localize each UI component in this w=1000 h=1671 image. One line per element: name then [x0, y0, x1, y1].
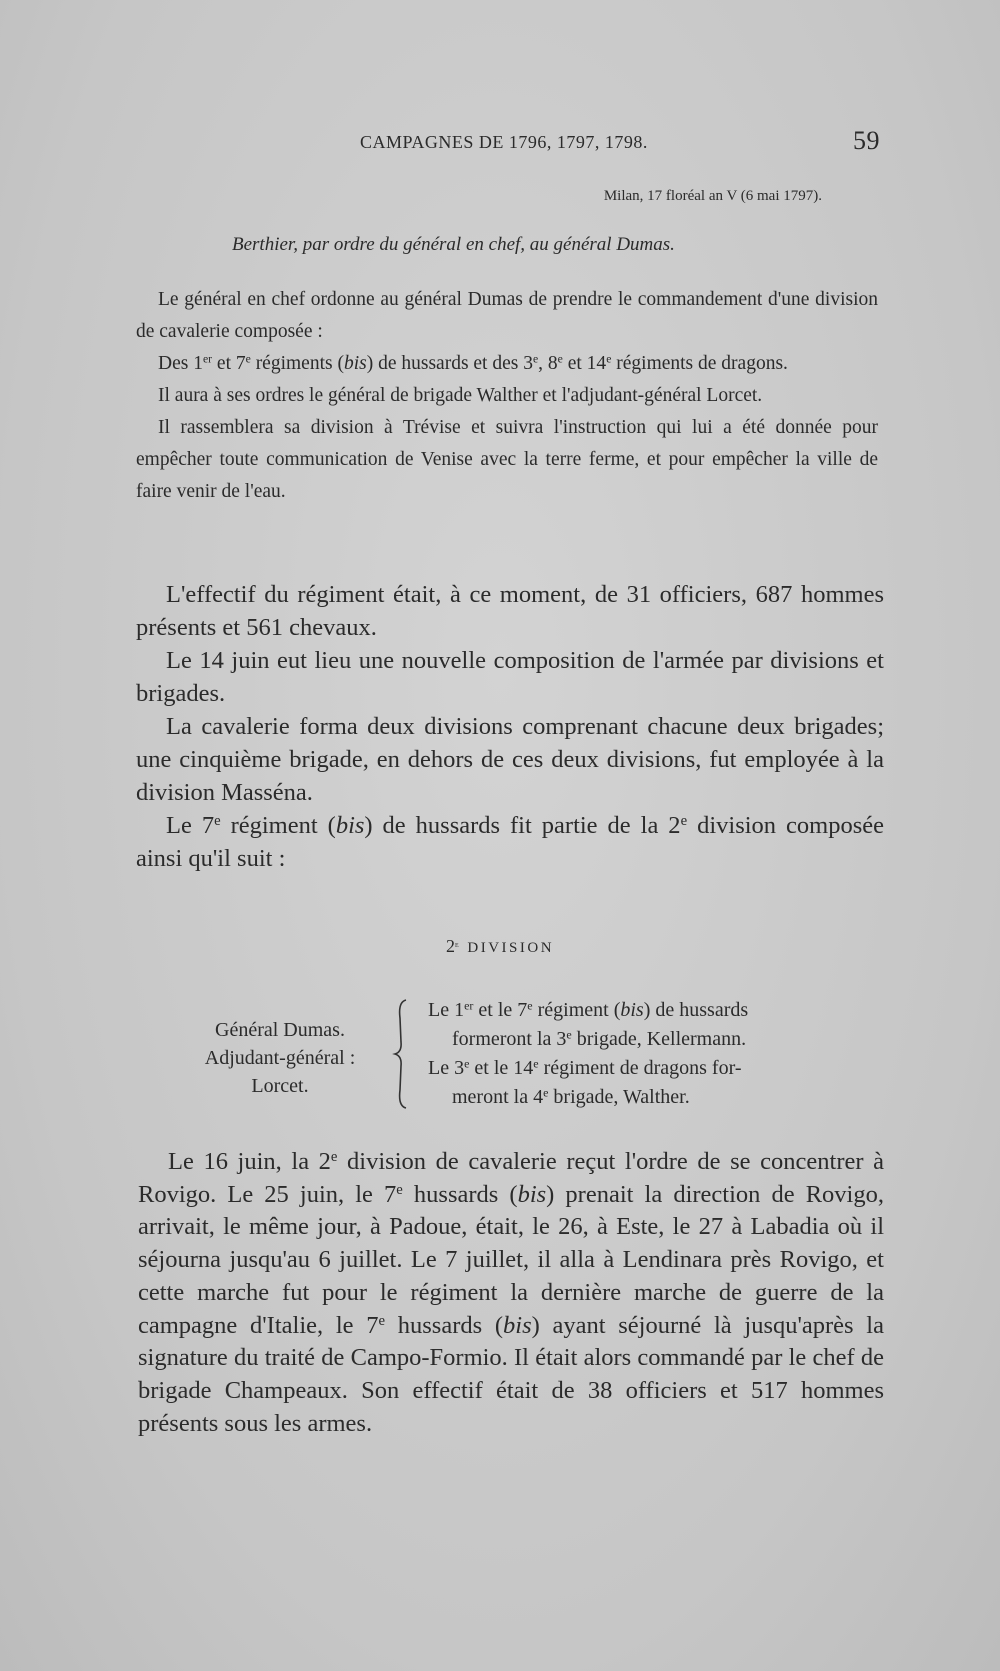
narrative-paragraph: Le 14 juin eut lieu une nouvelle composition de l'armée par divisions et brigades.	[136, 647, 884, 707]
brigade-line: Le 3e et le 14e régiment de dragons for-	[428, 1056, 742, 1079]
division-brigades	[428, 996, 868, 1112]
narrative-paragraph: La cavalerie forma deux divisions comprenant chacune deux brigades; une cinquième brigade, en dehors de ces deux divisions, fut employée à la division Masséna.	[136, 713, 884, 806]
brigade-line: formeront la 3e brigade, Kellermann.	[452, 1027, 747, 1050]
commander-line: Général Dumas.	[215, 1019, 345, 1041]
closing-narrative	[138, 1146, 884, 1440]
letter-body	[136, 284, 878, 508]
letter-paragraph: Il aura à ses ordres le général de brigade Walther et l'adjudant-général Lorcet.	[158, 385, 763, 406]
commander-line: Lorcet.	[251, 1075, 309, 1097]
page-number: 59	[853, 126, 880, 155]
letter-addressee: Berthier, par ordre du général en chef, au général Dumas.	[232, 234, 675, 255]
brigade-line: meront la 4e brigade, Walther.	[452, 1085, 690, 1108]
letter-paragraph: Des 1er et 7e régiments (bis) de hussards et des 3e, 8e et 14e régiments de dragons.	[158, 352, 788, 374]
narrative-paragraph: Le 16 juin, la 2e division de cavalerie reçut l'ordre de se concentrer à Rovigo. Le 25 juin, le 7e hussards (bis) prenait la direction de Rovigo, arrivait, le même jour, à Padoue, était, le 26, à Este, le 27 à Labadia où il séjourna jusqu'au 6 juillet. Le 7 juillet, il alla à Lendinara près Rovigo, et cette marche fut pour le régiment la dernière marche de guerre de la campagne d'Italie, le 7e hussards (bis) ayant séjourné là jusqu'après la signature du traité de Campo-Formio. Il était alors commandé par le chef de brigade Champeaux. Son effectif était de 38 officiers et 517 hommes présents sous les armes.	[138, 1148, 884, 1437]
division-commanders	[180, 1016, 380, 1100]
letter-dateline: Milan, 17 floréal an V (6 mai 1797).	[603, 188, 822, 204]
letter-paragraph: Le général en chef ordonne au général Dumas de prendre le commandement d'une division de cavalerie composée :	[136, 289, 878, 342]
running-head-title: CAMPAGNES DE 1796, 1797, 1798.	[360, 132, 648, 152]
narrative-paragraph: L'effectif du régiment était, à ce moment, de 31 officiers, 687 hommes présents et 561 chevaux.	[136, 581, 884, 641]
brigade-line: Le 1er et le 7e régiment (bis) de hussards	[428, 998, 749, 1021]
letter-paragraph: Il rassemblera sa division à Trévise et suivra l'instruction qui lui a été donnée pour empêcher toute communication de Venise avec la terre ferme, et pour empêcher la ville de faire venir de l'eau.	[136, 417, 878, 502]
curly-brace-icon	[392, 998, 416, 1110]
division-heading: 2e DIVISION	[445, 936, 555, 956]
narrative-paragraph: Le 7e régiment (bis) de hussards fit partie de la 2e division composée ainsi qu'il suit :	[136, 812, 884, 872]
narrative-text	[136, 578, 884, 875]
commander-line: Adjudant-général :	[204, 1047, 356, 1069]
